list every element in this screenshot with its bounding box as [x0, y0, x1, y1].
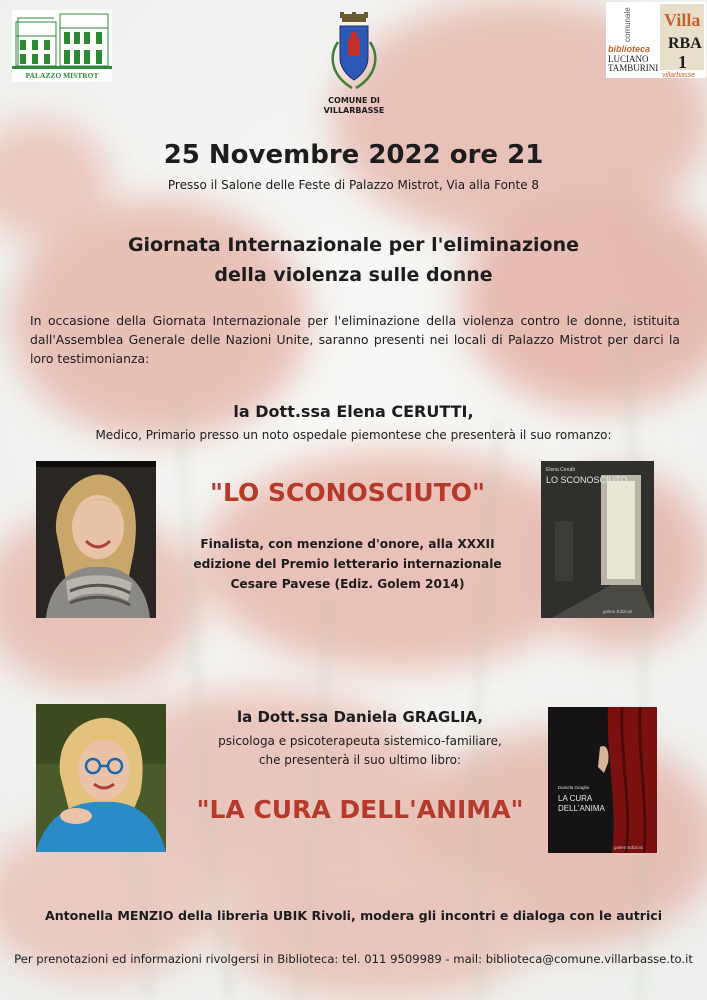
book1-award-line2: edizione del Premio letterario internazionale: [193, 557, 502, 571]
book2-title: "LA CURA DELL'ANIMA": [196, 795, 524, 824]
svg-text:Villa: Villa: [664, 10, 701, 30]
book1-title: "LO SCONOSCIUTO": [209, 478, 486, 507]
library-name-line2: TAMBURINI: [608, 63, 659, 73]
event-venue: Presso il Salone delle Feste di Palazzo Mistrot, Via alla Fonte 8: [167, 178, 540, 192]
biblioteca-word: biblioteca: [608, 44, 651, 54]
comune-label-line2: VILLARBASSE: [323, 106, 385, 115]
speaker1-description: Medico, Primario presso un noto ospedale piemontese che presenterà il suo romanzo:: [95, 428, 612, 442]
speaker2-description-line2: che presenterà il suo ultimo libro:: [258, 753, 462, 767]
book2-cover-title-line2: DELL'ANIMA: [558, 804, 605, 813]
speaker1-photo: [36, 461, 156, 618]
book1-cover-publisher: golem Edizioni: [603, 609, 633, 614]
book2-cover-title-line1: LA CURA: [558, 794, 593, 803]
event-title-line1: Giornata Internazionale per l'eliminazione: [127, 234, 580, 256]
book1-award-line3: Cesare Pavese (Ediz. Golem 2014): [230, 577, 465, 591]
library-name-line1: LUCIANO: [608, 54, 649, 64]
book2-cover-author: Daniela Graglia: [558, 785, 590, 790]
comune-label: [300, 96, 408, 116]
event-date: 25 Novembre 2022 ore 21: [163, 140, 544, 170]
book2-cover-publisher: golem Edizioni: [614, 845, 644, 850]
palazzo-mistrot-label: PALAZZO MISTROT: [25, 71, 99, 80]
event-title-line2: della violenza sulle donne: [214, 264, 493, 286]
biblioteca-logo: [606, 2, 706, 78]
book1-award-line1: Finalista, con menzione d'onore, alla XXXII: [200, 537, 495, 551]
book1-award: [170, 534, 525, 594]
comunale-word: comunale: [623, 7, 632, 42]
palazzo-mistrot-logo: [12, 10, 112, 82]
svg-text:1: 1: [678, 52, 687, 72]
speaker2-photo: [36, 704, 166, 852]
moderator-line: Antonella MENZIO della libreria UBIK Rivoli, modera gli incontri e dialoga con le autrici: [44, 908, 663, 923]
comune-crest-icon: [326, 12, 382, 102]
event-intro: In occasione della Giornata Internazionale per l'eliminazione della violenza contro le donne, istituita dall'Assemblea Generale delle Nazioni Unite, saranno presenti nei locali di Palazzo Mistrot per darci la loro testimonianza:: [30, 313, 680, 366]
speaker2-description: [180, 732, 540, 770]
contact-footer: Per prenotazioni ed informazioni rivolgersi in Biblioteca: tel. 011 9509989 - mail: biblioteca@comune.villarbasse.to.it: [14, 952, 693, 966]
comune-label-line1: COMUNE DI: [328, 96, 380, 105]
speaker2-description-line1: psicologa e psicoterapeuta sistemico-familiare,: [218, 734, 502, 748]
book2-cover: [548, 707, 657, 853]
speaker1-name: la Dott.ssa Elena CERUTTI,: [233, 402, 474, 421]
book1-cover: [541, 461, 654, 618]
book1-cover-title: LO SCONOSCIUTO: [546, 475, 628, 485]
book1-cover-author: Elena Cerutti: [546, 467, 575, 473]
svg-text:RBA: RBA: [668, 35, 702, 52]
speaker2-name: la Dott.ssa Daniela GRAGLIA,: [236, 708, 484, 726]
event-title: [60, 230, 647, 290]
library-town: villarbasse: [662, 72, 696, 78]
